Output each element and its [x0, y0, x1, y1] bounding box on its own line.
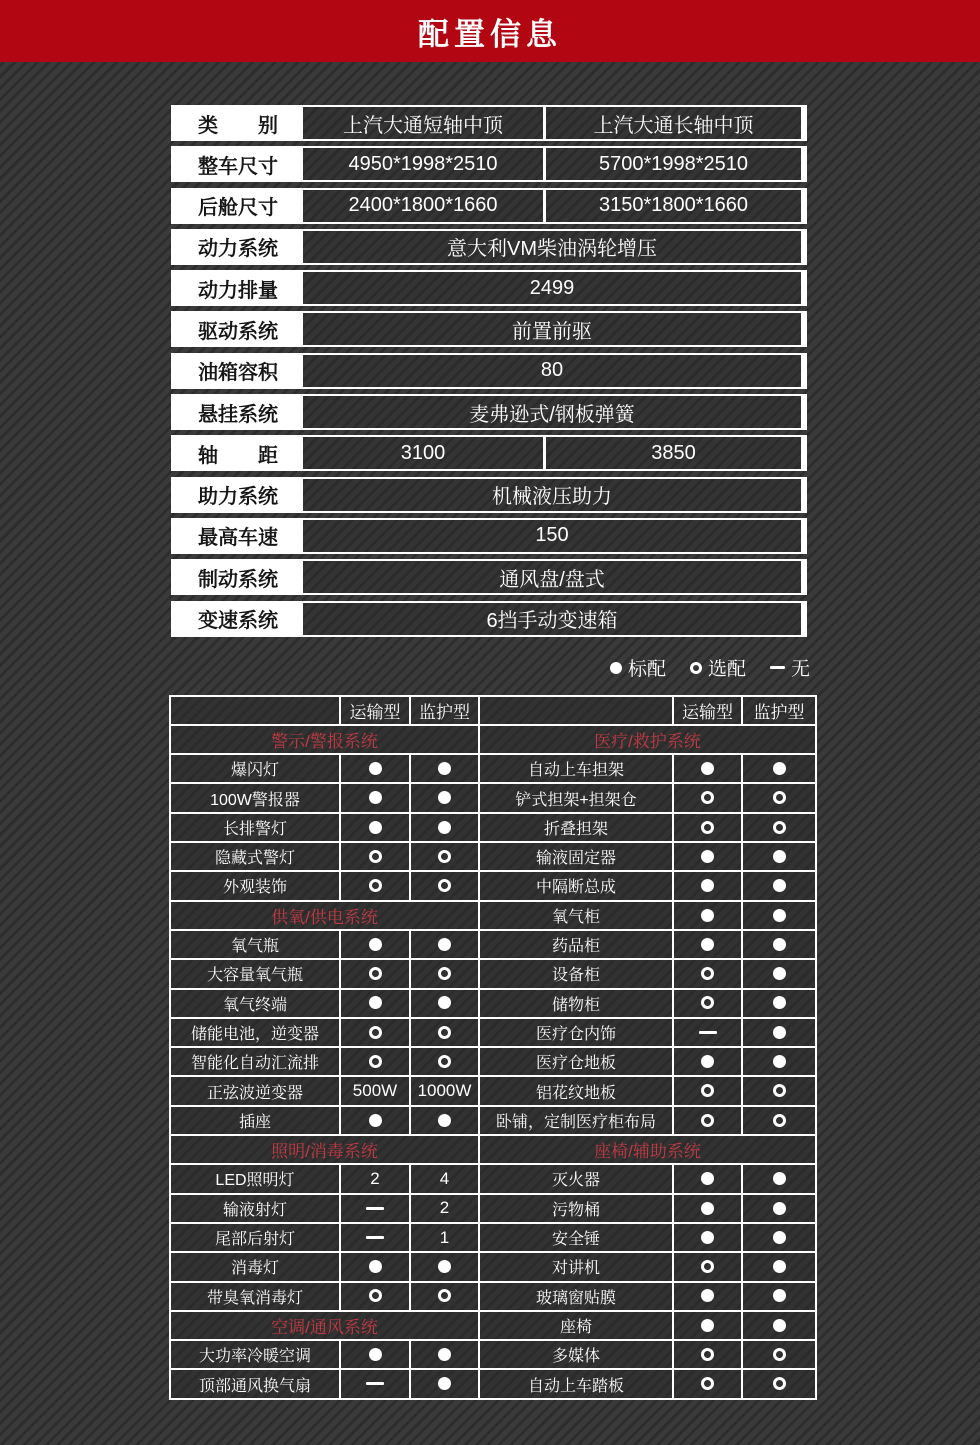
- standard-config-icon: [773, 1026, 786, 1039]
- feature-label-cell: 氧气柜: [479, 901, 673, 930]
- optional-config-icon: [773, 1348, 786, 1361]
- standard-config-icon: [773, 938, 786, 951]
- config-cell: [410, 754, 479, 783]
- config-cell: [742, 901, 816, 930]
- standard-config-icon: [369, 1348, 382, 1361]
- config-cell: [673, 842, 742, 871]
- feature-label-cell: 氧气终端: [170, 989, 340, 1018]
- config-cell: [410, 1252, 479, 1281]
- optional-config-icon: [773, 791, 786, 804]
- optional-config-icon: [701, 1377, 714, 1390]
- spec-row: [171, 188, 807, 224]
- config-count: 1: [439, 1227, 450, 1247]
- feature-label-cell: 正弦波逆变器: [170, 1076, 340, 1105]
- config-cell: [742, 1194, 816, 1223]
- standard-config-icon: [701, 1202, 714, 1215]
- feature-label-cell: LED照明灯: [170, 1164, 340, 1193]
- spec-label: 驱动系统: [173, 313, 303, 345]
- config-cell: [742, 842, 816, 871]
- config-cell: [742, 754, 816, 783]
- feature-table-row: [170, 1076, 816, 1105]
- spec-label: 变速系统: [173, 603, 303, 635]
- optional-config-icon: [369, 1055, 382, 1068]
- optional-config-icon: [773, 821, 786, 834]
- config-cell: [410, 1194, 479, 1223]
- optional-config-icon: [701, 996, 714, 1009]
- feature-table-row: [170, 725, 816, 754]
- standard-config-icon: [773, 1055, 786, 1068]
- config-cell: [340, 871, 410, 900]
- spec-row: [171, 435, 807, 471]
- config-cell: [673, 930, 742, 959]
- optional-config-icon: [773, 1114, 786, 1127]
- config-count: 2: [370, 1168, 380, 1188]
- none-dash-icon: [366, 1207, 384, 1210]
- optional-config-icon: [369, 850, 382, 863]
- title-banner: [0, 0, 980, 62]
- standard-config-icon: [369, 996, 382, 1009]
- feature-table-row: [170, 1282, 816, 1311]
- feature-table-row: [170, 930, 816, 959]
- config-cell: [410, 1340, 479, 1369]
- feature-label-cell: 中隔断总成: [479, 871, 673, 900]
- optional-config-icon: [773, 1084, 786, 1097]
- none-dash-icon: [366, 1236, 384, 1239]
- config-cell: [410, 1282, 479, 1311]
- spec-label: 悬挂系统: [173, 396, 303, 428]
- config-cell: [673, 1369, 742, 1398]
- spec-row: [171, 270, 807, 306]
- legend-label: 标配: [627, 659, 666, 681]
- feature-table-row: [170, 989, 816, 1018]
- config-cell: [742, 930, 816, 959]
- standard-config-icon: [701, 938, 714, 951]
- feature-table-row: [170, 871, 816, 900]
- standard-config-icon: [369, 821, 382, 834]
- spec-label: 整车尺寸: [173, 148, 303, 180]
- config-cell: [742, 1340, 816, 1369]
- standard-config-icon: [438, 1114, 451, 1127]
- feature-table-row: [170, 754, 816, 783]
- optional-config-icon: [701, 821, 714, 834]
- feature-label-cell: 多媒体: [479, 1340, 673, 1369]
- standard-config-icon: [701, 879, 714, 892]
- spec-row: [171, 311, 807, 347]
- standard-config-icon: [701, 1172, 714, 1185]
- standard-config-icon: [773, 1289, 786, 1302]
- section-header-cell: 医疗/救护系统: [479, 725, 816, 754]
- feature-label-cell: 铝花纹地板: [479, 1076, 673, 1105]
- standard-config-icon: [773, 1202, 786, 1215]
- standard-config-icon: [701, 1319, 714, 1332]
- config-cell: [340, 783, 410, 812]
- optional-config-icon: [701, 967, 714, 980]
- standard-config-icon: [701, 1231, 714, 1244]
- feature-label-cell: 药品柜: [479, 930, 673, 959]
- optional-config-icon: [438, 1289, 451, 1302]
- feature-label-cell: 大容量氧气瓶: [170, 959, 340, 988]
- spec-value: 3150*1800*1660: [543, 190, 801, 222]
- feature-table-row: [170, 1369, 816, 1398]
- spec-label: 动力排量: [173, 272, 303, 304]
- spec-value: 上汽大通短轴中顶: [343, 114, 503, 137]
- config-cell: [340, 1252, 410, 1281]
- feature-label-cell: 玻璃窗贴膜: [479, 1282, 673, 1311]
- standard-config-icon: [773, 1231, 786, 1244]
- spec-label: 动力系统: [173, 231, 303, 263]
- config-cell: [340, 1194, 410, 1223]
- config-cell: [742, 1223, 816, 1252]
- spec-row: [171, 559, 807, 595]
- standard-config-icon: [369, 762, 382, 775]
- standard-config-icon: [369, 1260, 382, 1273]
- column-header-cell: 监护型: [410, 696, 479, 725]
- config-count: 1000W: [417, 1081, 472, 1101]
- config-cell: [742, 1311, 816, 1340]
- spec-value: 麦弗逊式/钢板弹簧: [469, 403, 635, 426]
- config-cell: [410, 783, 479, 812]
- standard-config-icon: [369, 1114, 382, 1127]
- feature-label-cell: 外观装饰: [170, 871, 340, 900]
- standard-config-icon: [701, 1055, 714, 1068]
- config-cell: [673, 1047, 742, 1076]
- feature-label-cell: 隐藏式警灯: [170, 842, 340, 871]
- spec-row: [171, 394, 807, 430]
- spec-value: 150: [535, 524, 569, 547]
- spec-label: 后舱尺寸: [173, 190, 303, 222]
- config-cell: [340, 1340, 410, 1369]
- feature-label-cell: 插座: [170, 1106, 340, 1135]
- feature-label-cell: 爆闪灯: [170, 754, 340, 783]
- spec-value: 机械液压助力: [492, 486, 612, 509]
- section-header-cell: 座椅/辅助系统: [479, 1135, 816, 1164]
- optional-config-icon: [438, 967, 451, 980]
- config-cell: [410, 813, 479, 842]
- config-cell: [673, 1164, 742, 1193]
- optional-config-icon: [438, 879, 451, 892]
- spec-row: [171, 477, 807, 513]
- config-cell: [742, 1282, 816, 1311]
- feature-label-cell: 座椅: [479, 1311, 673, 1340]
- legend-label: 无: [790, 659, 810, 681]
- config-cell: [410, 842, 479, 871]
- corner-cell: [479, 696, 673, 725]
- feature-label-cell: 输液射灯: [170, 1194, 340, 1223]
- spec-label: 类 别: [173, 107, 303, 139]
- config-cell: [340, 813, 410, 842]
- config-cell: [742, 1252, 816, 1281]
- standard-config-icon: [773, 967, 786, 980]
- config-cell: [673, 871, 742, 900]
- config-cell: [673, 1018, 742, 1047]
- feature-label-cell: 100W警报器: [170, 783, 340, 812]
- config-cell: [742, 813, 816, 842]
- standard-config-icon: [438, 791, 451, 804]
- standard-config-icon: [438, 821, 451, 834]
- config-cell: [340, 1047, 410, 1076]
- spec-value: 4950*1998*2510: [348, 152, 498, 175]
- column-header-cell: 运输型: [340, 696, 410, 725]
- standard-config-icon: [773, 1260, 786, 1273]
- feature-label-cell: 卧铺，定制医疗柜布局: [479, 1106, 673, 1135]
- feature-label-cell: 智能化自动汇流排: [170, 1047, 340, 1076]
- standard-config-icon: [773, 1172, 786, 1185]
- feature-table-row: [170, 1340, 816, 1369]
- spec-value: 2499: [529, 276, 575, 299]
- spec-value: 通风盘/盘式: [499, 568, 605, 591]
- standard-config-icon: [438, 996, 451, 1009]
- optional-config-icon: [438, 850, 451, 863]
- config-cell: [673, 1223, 742, 1252]
- config-cell: [673, 783, 742, 812]
- config-cell: [742, 1047, 816, 1076]
- optional-config-icon: [369, 1289, 382, 1302]
- config-cell: [410, 1369, 479, 1398]
- feature-label-cell: 医疗仓内饰: [479, 1018, 673, 1047]
- config-cell: [340, 1076, 410, 1105]
- optional-config-icon: [701, 1348, 714, 1361]
- config-cell: [410, 1018, 479, 1047]
- config-cell: [410, 1047, 479, 1076]
- feature-table-row: [170, 696, 816, 725]
- feature-label-cell: 设备柜: [479, 959, 673, 988]
- config-cell: [410, 1223, 479, 1252]
- spec-value: 意大利VM柴油涡轮增压: [447, 238, 657, 261]
- feature-label-cell: 安全锤: [479, 1223, 673, 1252]
- config-cell: [742, 783, 816, 812]
- standard-config-icon: [438, 938, 451, 951]
- standard-config-icon: [773, 1319, 786, 1332]
- spec-row: [171, 105, 807, 141]
- feature-label-cell: 大功率冷暖空调: [170, 1340, 340, 1369]
- feature-label-cell: 对讲机: [479, 1252, 673, 1281]
- feature-table-row: [170, 1135, 816, 1164]
- config-cell: [742, 1076, 816, 1105]
- section-header-cell: 空调/通风系统: [170, 1311, 479, 1340]
- feature-label-cell: 铲式担架+担架仓: [479, 783, 673, 812]
- standard-config-icon: [438, 1260, 451, 1273]
- spec-value: 前置前驱: [512, 320, 592, 343]
- standard-config-icon: [701, 762, 714, 775]
- config-cell: [673, 1340, 742, 1369]
- feature-label-cell: 输液固定器: [479, 842, 673, 871]
- spec-row: [171, 518, 807, 554]
- column-header-cell: 监护型: [742, 696, 816, 725]
- config-cell: [410, 1106, 479, 1135]
- feature-table-row: [170, 783, 816, 812]
- feature-label-cell: 尾部后射灯: [170, 1223, 340, 1252]
- config-cell: [673, 1311, 742, 1340]
- spec-row: [171, 601, 807, 637]
- config-cell: [742, 1369, 816, 1398]
- feature-label-cell: 消毒灯: [170, 1252, 340, 1281]
- feature-label-cell: 储能电池，逆变器: [170, 1018, 340, 1047]
- config-cell: [673, 959, 742, 988]
- config-cell: [410, 1164, 479, 1193]
- feature-table-row: [170, 1311, 816, 1340]
- standard-config-icon: [773, 996, 786, 1009]
- column-header-cell: 运输型: [673, 696, 742, 725]
- config-cell: [340, 930, 410, 959]
- standard-config-icon: [438, 1377, 451, 1390]
- standard-config-icon: [369, 938, 382, 951]
- config-count: 4: [439, 1168, 450, 1188]
- config-cell: [340, 989, 410, 1018]
- config-cell: [673, 1252, 742, 1281]
- feature-table-row: [170, 959, 816, 988]
- config-cell: [340, 959, 410, 988]
- spec-value: 3100: [400, 441, 446, 464]
- config-count: 2: [439, 1198, 450, 1218]
- legend-standard-icon: [610, 662, 622, 674]
- legend: [169, 655, 810, 681]
- feature-table-row: [170, 1164, 816, 1193]
- config-cell: [340, 1282, 410, 1311]
- none-dash-icon: [699, 1031, 717, 1034]
- feature-label-cell: 储物柜: [479, 989, 673, 1018]
- optional-config-icon: [369, 879, 382, 892]
- spec-label: 最高车速: [173, 520, 303, 552]
- spec-value: 80: [540, 359, 564, 382]
- config-cell: [742, 1018, 816, 1047]
- section-header-cell: 警示/警报系统: [170, 725, 479, 754]
- config-cell: [742, 871, 816, 900]
- feature-label-cell: 长排警灯: [170, 813, 340, 842]
- config-cell: [340, 842, 410, 871]
- optional-config-icon: [773, 1377, 786, 1390]
- optional-config-icon: [701, 1084, 714, 1097]
- legend-item: [770, 654, 810, 681]
- spec-label: 助力系统: [173, 479, 303, 511]
- feature-label-cell: 折叠担架: [479, 813, 673, 842]
- legend-label: 选配: [707, 659, 746, 681]
- section-header-cell: 照明/消毒系统: [170, 1135, 479, 1164]
- spec-value: 上汽大通长轴中顶: [543, 107, 801, 139]
- feature-label-cell: 自动上车担架: [479, 754, 673, 783]
- optional-config-icon: [438, 1055, 451, 1068]
- feature-label-cell: 带臭氧消毒灯: [170, 1282, 340, 1311]
- config-count: 500W: [352, 1081, 398, 1101]
- config-cell: [340, 1369, 410, 1398]
- page-title: 配置信息: [418, 16, 562, 52]
- config-cell: [673, 1076, 742, 1105]
- spec-table: [171, 105, 807, 637]
- optional-config-icon: [701, 1260, 714, 1273]
- config-cell: [673, 1194, 742, 1223]
- config-cell: [673, 901, 742, 930]
- spec-row: [171, 353, 807, 389]
- feature-table: [169, 695, 817, 1400]
- feature-table-row: [170, 1106, 816, 1135]
- spec-value: 6挡手动变速箱: [486, 610, 618, 633]
- config-cell: [410, 989, 479, 1018]
- standard-config-icon: [701, 1289, 714, 1302]
- legend-none-icon: [770, 666, 785, 669]
- spec-label: 油箱容积: [173, 355, 303, 387]
- config-cell: [673, 754, 742, 783]
- spec-value: 2400*1800*1660: [348, 194, 498, 217]
- config-cell: [340, 1223, 410, 1252]
- spec-label: 轴 距: [173, 437, 303, 469]
- config-cell: [340, 1106, 410, 1135]
- feature-table-row: [170, 813, 816, 842]
- config-cell: [742, 1164, 816, 1193]
- config-cell: [410, 1076, 479, 1105]
- config-cell: [673, 813, 742, 842]
- spec-row: [171, 146, 807, 182]
- spec-value: 5700*1998*2510: [543, 148, 801, 180]
- standard-config-icon: [438, 762, 451, 775]
- feature-label-cell: 污物桶: [479, 1194, 673, 1223]
- feature-table-row: [170, 1018, 816, 1047]
- config-cell: [673, 1106, 742, 1135]
- config-cell: [340, 1164, 410, 1193]
- feature-label-cell: 顶部通风换气扇: [170, 1369, 340, 1398]
- spec-row: [171, 229, 807, 265]
- feature-label-cell: 自动上车踏板: [479, 1369, 673, 1398]
- optional-config-icon: [438, 1026, 451, 1039]
- config-cell: [410, 871, 479, 900]
- feature-label-cell: 氧气瓶: [170, 930, 340, 959]
- standard-config-icon: [701, 909, 714, 922]
- spec-label: 制动系统: [173, 561, 303, 593]
- standard-config-icon: [369, 791, 382, 804]
- feature-table-row: [170, 842, 816, 871]
- config-cell: [410, 930, 479, 959]
- feature-table-row: [170, 1047, 816, 1076]
- config-cell: [340, 754, 410, 783]
- feature-table-row: [170, 1252, 816, 1281]
- standard-config-icon: [773, 850, 786, 863]
- section-header-cell: 供氧/供电系统: [170, 901, 479, 930]
- standard-config-icon: [701, 850, 714, 863]
- config-cell: [673, 1282, 742, 1311]
- config-cell: [742, 989, 816, 1018]
- legend-item: [690, 654, 746, 681]
- optional-config-icon: [369, 967, 382, 980]
- optional-config-icon: [701, 1114, 714, 1127]
- spec-value: 3850: [543, 437, 801, 469]
- config-cell: [340, 1018, 410, 1047]
- standard-config-icon: [438, 1348, 451, 1361]
- none-dash-icon: [366, 1382, 384, 1385]
- config-cell: [673, 989, 742, 1018]
- optional-config-icon: [369, 1026, 382, 1039]
- feature-label-cell: 医疗仓地板: [479, 1047, 673, 1076]
- feature-table-row: [170, 901, 816, 930]
- config-cell: [742, 959, 816, 988]
- standard-config-icon: [773, 909, 786, 922]
- standard-config-icon: [773, 762, 786, 775]
- corner-cell: [170, 696, 340, 725]
- feature-label-cell: 灭火器: [479, 1164, 673, 1193]
- legend-optional-icon: [690, 662, 702, 674]
- standard-config-icon: [773, 879, 786, 892]
- config-cell: [410, 959, 479, 988]
- feature-table-row: [170, 1194, 816, 1223]
- legend-item: [610, 654, 666, 681]
- feature-table-row: [170, 1223, 816, 1252]
- config-cell: [742, 1106, 816, 1135]
- optional-config-icon: [701, 791, 714, 804]
